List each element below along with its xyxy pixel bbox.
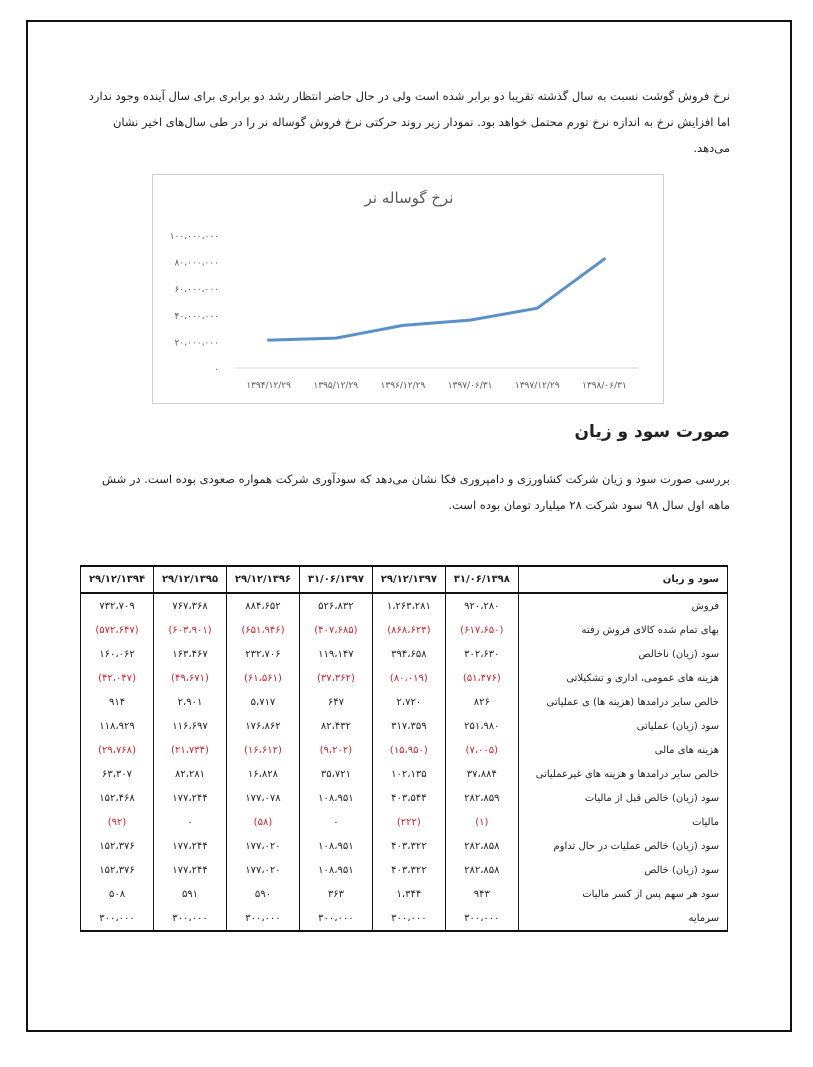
table-cell: (۴۰۷،۶۸۵) [299, 618, 372, 642]
table-cell: (۹،۲۰۲) [299, 738, 372, 762]
table-row [81, 593, 728, 618]
table-cell: ۵۹۱ [154, 882, 227, 906]
table-cell: ۱۷۷،۰۷۸ [226, 786, 299, 810]
table-cell: ۲۵۱،۹۸۰ [445, 714, 518, 738]
row-label: سود (زیان) خالص عملیات در حال تداوم [518, 834, 727, 858]
table-cell: (۶۱،۵۶۱) [226, 666, 299, 690]
table-cell: (۵۱،۴۷۶) [445, 666, 518, 690]
table-cell: ۲۳۲،۷۰۶ [226, 642, 299, 666]
table-cell: ۵۹۰ [226, 882, 299, 906]
table-cell: ۸۲۶ [445, 690, 518, 714]
table-cell: ۲۸۲،۸۵۸ [445, 858, 518, 882]
table-cell: ۴۰۳،۳۲۲ [372, 834, 445, 858]
header-col: ۳۱/۰۶/۱۳۹۷ [299, 566, 372, 593]
table-cell: ۱۰۸،۹۵۱ [299, 858, 372, 882]
y-tick-label: ۰ [214, 365, 219, 375]
x-tick-label: ۱۳۹۶/۱۲/۲۹ [380, 381, 426, 391]
row-label: مالیات [518, 810, 727, 834]
table-cell: (۲۹،۷۶۸) [98, 744, 136, 756]
table-cell: ۳۰۲،۶۳۰ [445, 642, 518, 666]
header-col: ۲۹/۱۲/۱۳۹۷ [372, 566, 445, 593]
series-line [269, 259, 605, 340]
table-cell: (۴۲،۰۴۷) [98, 672, 136, 684]
table-cell: (۳۷،۳۶۲) [299, 666, 372, 690]
row-label: هزینه های مالی [518, 738, 727, 762]
row-label: سود (زیان) ناخالص [518, 642, 727, 666]
table-cell: (۴۹،۶۷۱) [154, 666, 227, 690]
table-cell: ۳۷،۸۸۴ [445, 762, 518, 786]
row-label: بهای تمام شده کالای فروش رفته [518, 618, 727, 642]
row-label: خالص سایر درامدها (هزینه ها) ی عملیاتی [518, 690, 727, 714]
table-cell: ۱۶،۸۲۸ [226, 762, 299, 786]
header-col: ۲۹/۱۲/۱۳۹۴ [81, 566, 154, 593]
table-cell: (۸۰،۰۱۹) [372, 666, 445, 690]
y-tick-label: ۶۰،۰۰۰،۰۰۰ [174, 285, 219, 296]
table-cell: (۹۲) [107, 816, 127, 828]
table-cell: ۱۶۰،۰۶۲ [99, 648, 135, 660]
table-cell: (۱۶،۶۱۲) [226, 738, 299, 762]
table-cell: ۶۴۷ [299, 690, 372, 714]
table-cell: ۵،۷۱۷ [226, 690, 299, 714]
table-cell: ۱۱۹،۱۴۷ [299, 642, 372, 666]
table-cell: ۳۱۷،۳۵۹ [372, 714, 445, 738]
table-row [81, 690, 728, 714]
row-label: سود (زیان) خالص [518, 858, 727, 882]
table-row [81, 762, 728, 786]
table-cell: ۹۴۳ [445, 882, 518, 906]
table-body [81, 593, 728, 931]
table-cell: ۱۵۲،۳۷۶ [99, 864, 135, 876]
table-cell: ۷۳۲،۷۰۹ [99, 600, 135, 612]
chart-title: نرخ گوساله نر [364, 189, 454, 207]
table-cell: ۱۰۸،۹۵۱ [299, 786, 372, 810]
table-row [81, 810, 728, 834]
table-cell: ۳۰۰،۰۰۰ [81, 906, 154, 931]
x-tick-label: ۱۳۹۵/۱۲/۲۹ [313, 381, 359, 391]
table-cell: ۲،۷۲۰ [372, 690, 445, 714]
table-cell: ۴۰۳،۳۲۲ [372, 858, 445, 882]
x-tick-label: ۱۳۹۷/۱۲/۲۹ [514, 381, 560, 391]
table-cell: (۸۶۸،۶۲۳) [372, 618, 445, 642]
table-cell: ۱۷۷،۰۲۰ [226, 858, 299, 882]
table-cell: ۱۶۳،۴۶۷ [154, 642, 227, 666]
table-cell: (۶۵۱،۹۴۶) [226, 618, 299, 642]
table-row [81, 738, 728, 762]
table-cell: ۳۶۳ [299, 882, 372, 906]
table-row [81, 786, 728, 810]
chart-svg [153, 175, 665, 405]
table-row [81, 642, 728, 666]
row-label: خالص سایر درامدها و هزینه های غیرعملیاتی [518, 762, 727, 786]
table-cell: ۷۶۷،۳۶۸ [154, 593, 227, 618]
row-label: هزینه های عمومی، اداری و تشکیلاتی [518, 666, 727, 690]
table-cell: ۵۲۶،۸۳۲ [299, 593, 372, 618]
y-tick-label: ۱۰۰،۰۰۰،۰۰۰ [169, 232, 219, 242]
table-cell: (۷،۰۰۵) [445, 738, 518, 762]
table-cell: ۱۷۷،۲۴۴ [154, 858, 227, 882]
header-label: سود و زیان [518, 566, 727, 593]
section-paragraph: بررسی صورت سود و زیان شرکت کشاورزی و دامپروری فکا نشان می‌دهد که سودآوری شرکت همواره صعودی بوده است. در شش ماهه اول سال ۹۸ سود شرکت ۲۸ میلیارد تومان بوده است. [101, 472, 730, 512]
table-row [81, 666, 728, 690]
table-cell: ۶۳،۳۰۷ [101, 768, 133, 780]
table-cell: ۸۲،۴۳۲ [299, 714, 372, 738]
table-row [81, 834, 728, 858]
header-col: ۲۹/۱۲/۱۳۹۵ [154, 566, 227, 593]
row-label: سود (زیان) عملیاتی [518, 714, 727, 738]
table-cell: ۱۷۷،۲۴۴ [154, 786, 227, 810]
table-cell: ۱۰۸،۹۵۱ [299, 834, 372, 858]
y-tick-label: ۸۰،۰۰۰،۰۰۰ [174, 258, 219, 269]
table-cell: (۵۷۲،۶۴۷) [95, 624, 139, 636]
x-tick-label: ۱۳۹۸/۰۶/۳۱ [582, 381, 627, 391]
table-cell: ۲۸۲،۸۵۹ [445, 786, 518, 810]
table-cell: ۳۰۰،۰۰۰ [154, 906, 227, 931]
y-tick-label: ۴۰،۰۰۰،۰۰۰ [174, 311, 219, 322]
section-heading: صورت سود و زیان [574, 422, 730, 442]
table-cell: ۱۱۸،۹۲۹ [99, 720, 135, 732]
table-cell: ۵۰۸ [108, 888, 126, 900]
header-col: ۲۹/۱۲/۱۳۹۶ [226, 566, 299, 593]
row-label: سود (زیان) خالص قبل از مالیات [518, 786, 727, 810]
table-cell: ۱،۳۴۴ [372, 882, 445, 906]
table-row [81, 858, 728, 882]
table-cell: ۱،۲۶۳،۲۸۱ [372, 593, 445, 618]
table-cell: ۳۰۰،۰۰۰ [299, 906, 372, 931]
header-col: ۳۱/۰۶/۱۳۹۸ [445, 566, 518, 593]
row-label: سرمایه [518, 906, 727, 931]
table-cell: ۹۱۴ [108, 696, 126, 708]
row-label: فروش [518, 593, 727, 618]
table-row [81, 714, 728, 738]
table-cell: ۳۰۰،۰۰۰ [372, 906, 445, 931]
table-cell: (۱) [445, 810, 518, 834]
table-cell: ۸۸۴،۶۵۲ [226, 593, 299, 618]
table-cell: ۳۹۴،۶۵۸ [372, 642, 445, 666]
table-cell: (۱۵،۹۵۰) [372, 738, 445, 762]
table-cell: ۱۷۶،۸۶۲ [226, 714, 299, 738]
table-cell: ۱۵۲،۳۷۶ [99, 840, 135, 852]
table-cell: ۱۰۲،۱۳۵ [372, 762, 445, 786]
table-header-row [81, 566, 728, 593]
table-cell: ۰ [154, 810, 227, 834]
intro-paragraph: نرخ فروش گوشت نسبت به سال گذشته تقریبا دو برابر شده است ولی در حال حاضر انتظار رشد دو برابری برای سال آینده وجود ندارد اما افزایش نرخ به اندازه نرخ تورم محتمل خواهد بود. نمودار زیر روند حرکتی نرخ فروش گوساله نر را در طی سال‌های اخیر نشان می‌دهد. [88, 89, 730, 155]
table-cell: ۱۷۷،۰۲۰ [226, 834, 299, 858]
table-row [81, 906, 728, 931]
table-cell: (۲۱،۷۳۴) [154, 738, 227, 762]
y-tick-label: ۲۰،۰۰۰،۰۰۰ [174, 338, 219, 349]
table-cell: ۱۷۷،۲۴۴ [154, 834, 227, 858]
table-cell: (۶۰۳،۹۰۱) [154, 618, 227, 642]
x-tick-label: ۱۳۹۴/۱۲/۲۹ [246, 381, 291, 391]
table-cell: ۳۰۰،۰۰۰ [226, 906, 299, 931]
table-cell: ۴۰۳،۵۴۴ [372, 786, 445, 810]
table-cell: ۲،۹۰۱ [154, 690, 227, 714]
calf-price-chart [152, 174, 664, 404]
table-row [81, 618, 728, 642]
table-row [81, 882, 728, 906]
table-cell: ۳۵،۷۲۱ [299, 762, 372, 786]
table-cell: ۱۵۲،۴۶۸ [99, 792, 135, 804]
profit-loss-table [80, 565, 728, 932]
table-cell: (۶۱۷،۶۵۰) [445, 618, 518, 642]
table-cell: ۸۲،۲۸۱ [154, 762, 227, 786]
table-cell: ۹۲۰،۲۸۰ [445, 593, 518, 618]
table-cell: ۰ [299, 810, 372, 834]
table-cell: ۲۸۲،۸۵۸ [445, 834, 518, 858]
x-tick-label: ۱۳۹۷/۰۶/۳۱ [447, 381, 493, 391]
table-cell: (۵۸) [226, 810, 299, 834]
row-label: سود هر سهم پس از کسر مالیات [518, 882, 727, 906]
table-cell: ۱۱۶،۶۹۷ [154, 714, 227, 738]
table-cell: (۲۲۲) [372, 810, 445, 834]
table-cell: ۳۰۰،۰۰۰ [445, 906, 518, 931]
